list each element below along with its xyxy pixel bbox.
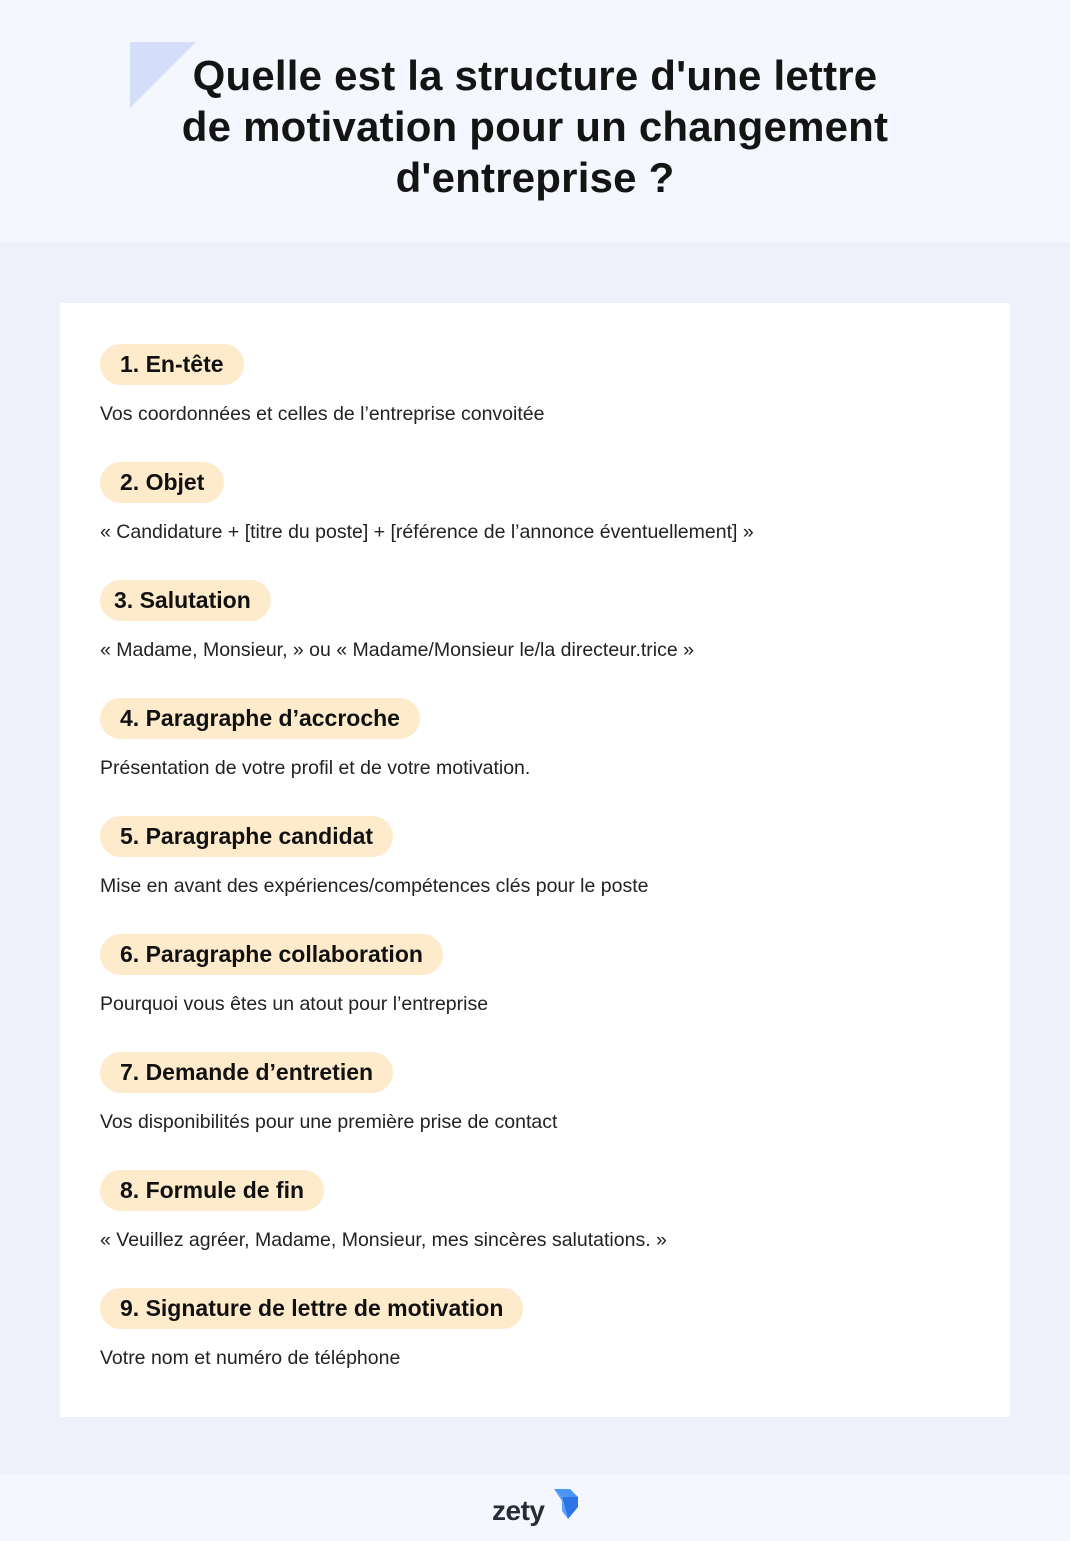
step-description: « Candidature + [titre du poste] + [référence de l’annonce éventuellement] » [100,521,754,543]
step-label: 8. Formule de fin [100,1170,324,1211]
title-line-1: Quelle est la structure d'une lettre [192,52,878,99]
title-line-2: de motivation pour un changement [181,103,889,150]
step-description: Vos disponibilités pour une première prise de contact [100,1111,558,1133]
step-description: Votre nom et numéro de téléphone [100,1347,401,1369]
step-label: 5. Paragraphe candidat [100,816,393,857]
step-description: Vos coordonnées et celles de l’entreprise convoitée [100,403,545,425]
step-label: 6. Paragraphe collaboration [100,934,443,975]
zety-logo [492,1487,582,1531]
title-line-3: d'entreprise ? [395,154,675,201]
step-7 [100,1052,557,1134]
step-9 [100,1288,523,1370]
step-label: 9. Signature de lettre de motivation [100,1288,523,1329]
step-8 [100,1170,667,1252]
header [0,0,1070,242]
step-label: 7. Demande d’entretien [100,1052,393,1093]
steps-card [60,303,1010,1417]
step-label: 1. En-tête [100,344,244,385]
step-description: Mise en avant des expériences/compétences clés pour le poste [100,875,649,897]
step-6 [100,934,488,1016]
page-title [0,50,1070,203]
step-1 [100,344,544,426]
step-description: « Veuillez agréer, Madame, Monsieur, mes sincères salutations. » [100,1229,667,1251]
step-2 [100,462,754,544]
step-description: « Madame, Monsieur, » ou « Madame/Monsieur le/la directeur.trice » [100,639,694,661]
step-label: 3. Salutation [100,580,271,621]
zety-cube-icon [548,1489,578,1525]
step-3 [100,580,694,662]
logo-wordmark: zety [492,1495,545,1526]
step-label: 2. Objet [100,462,224,503]
step-4 [100,698,530,780]
step-description: Pourquoi vous êtes un atout pour l’entreprise [100,993,489,1015]
step-5 [100,816,648,898]
step-description: Présentation de votre profil et de votre motivation. [100,757,531,779]
step-label: 4. Paragraphe d’accroche [100,698,420,739]
